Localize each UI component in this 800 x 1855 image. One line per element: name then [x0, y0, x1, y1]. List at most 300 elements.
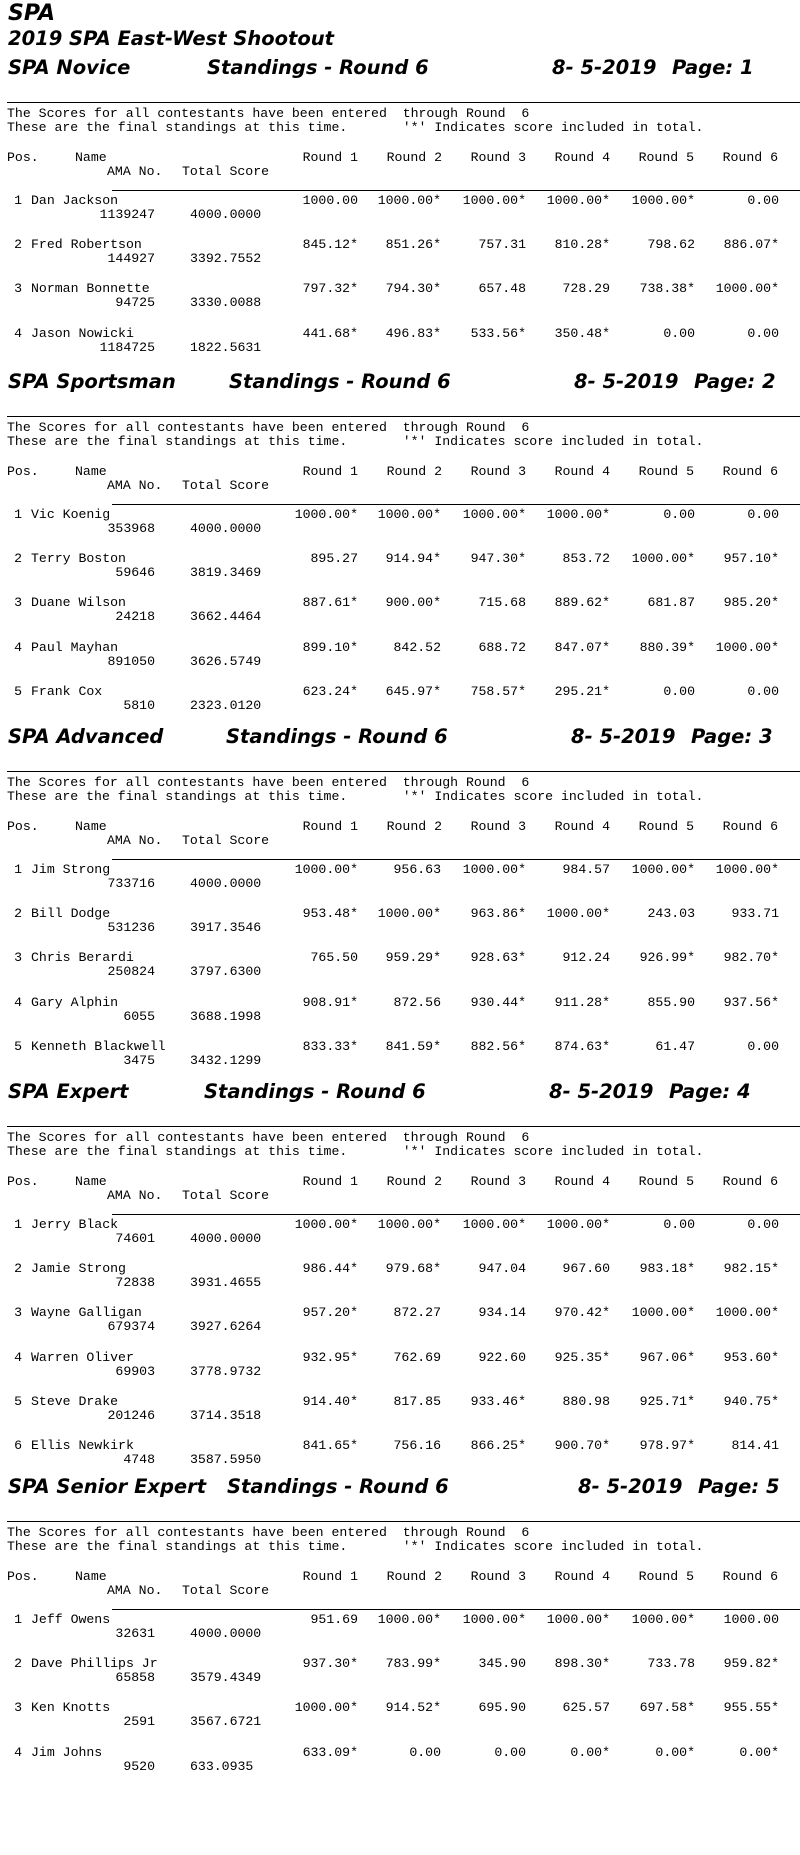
score-cell: 794.30*	[385, 281, 441, 297]
score-cell: 0.00	[409, 1744, 441, 1760]
notice-line: The Scores for all contestants have been entered through Round 6	[7, 420, 530, 435]
score-cell: 0.00	[747, 1217, 779, 1232]
score-cell: 842.52	[393, 639, 441, 655]
standings-title: Standings - Round 6	[227, 1475, 449, 1498]
score-cell: 533.56*	[470, 325, 526, 341]
header-total: Total Score	[182, 1583, 270, 1598]
ama-cell: 679374	[107, 1319, 155, 1335]
score-cell: 851.26*	[385, 237, 441, 253]
score-cell: 1000.00*	[377, 1217, 441, 1232]
header-name: Name	[75, 1174, 107, 1189]
score-cell: 866.25*	[470, 1438, 526, 1453]
header-name: Name	[75, 819, 107, 834]
notice-line: The Scores for all contestants have been entered through Round 6	[7, 106, 530, 121]
score-cell: 697.58*	[639, 1700, 695, 1716]
score-cell: 1000.00*	[546, 1217, 610, 1232]
score-cell: 0.00	[663, 507, 695, 522]
header-pos: Pos.	[7, 464, 39, 479]
header-total: Total Score	[182, 1188, 270, 1203]
header-rule	[112, 859, 800, 860]
ama-cell: 1139247	[99, 207, 155, 222]
total-cell: 4000.0000	[190, 1231, 262, 1246]
name-cell: Steve Drake	[31, 1393, 119, 1409]
score-cell: 872.56	[393, 994, 441, 1010]
header-round: Round 4	[554, 1569, 610, 1584]
header-round: Round 3	[470, 819, 526, 834]
score-cell: 0.00	[747, 325, 779, 341]
score-cell: 930.44*	[470, 994, 526, 1010]
score-cell: 845.12*	[302, 237, 358, 253]
position-cell: 1	[14, 507, 22, 522]
header-round: Round 5	[638, 464, 694, 479]
position-cell: 1	[14, 862, 22, 877]
score-cell: 1000.00*	[715, 862, 779, 877]
score-cell: 833.33*	[302, 1038, 358, 1054]
notice-line: The Scores for all contestants have been entered through Round 6	[7, 1130, 530, 1145]
name-cell: Dave Phillips Jr	[31, 1656, 158, 1672]
position-cell: 5	[14, 1393, 22, 1409]
class-title: SPA Advanced	[8, 725, 164, 748]
score-cell: 1000.00*	[377, 193, 441, 208]
total-cell: 3432.1299	[190, 1052, 262, 1068]
name-cell: Vic Koenig	[31, 507, 111, 522]
score-cell: 889.62*	[554, 595, 610, 611]
name-cell: Gary Alphin	[31, 994, 119, 1010]
name-cell: Jim Strong	[31, 862, 111, 877]
notice-line: These are the final standings at this time. '*' Indicates score included in total.	[7, 434, 704, 449]
ama-cell: 201246	[107, 1407, 155, 1423]
score-cell: 1000.00*	[631, 1305, 695, 1321]
total-cell: 3579.4349	[190, 1670, 262, 1686]
score-cell: 688.72	[478, 639, 526, 655]
header-round: Round 4	[554, 1174, 610, 1189]
section-rule	[7, 416, 800, 417]
score-cell: 855.90	[647, 994, 695, 1010]
score-cell: 1000.00*	[546, 1612, 610, 1627]
table-row	[0, 1395, 800, 1425]
name-cell: Jim Johns	[31, 1744, 103, 1760]
score-cell: 1000.00*	[715, 1305, 779, 1321]
ama-cell: 144927	[107, 251, 155, 267]
total-cell: 3688.1998	[190, 1008, 262, 1024]
header-pos: Pos.	[7, 1569, 39, 1584]
score-cell: 937.56*	[723, 994, 779, 1010]
score-cell: 1000.00*	[377, 1612, 441, 1627]
position-cell: 3	[14, 595, 22, 611]
score-cell: 887.61*	[302, 595, 358, 611]
score-cell: 645.97*	[385, 683, 441, 699]
header-pos: Pos.	[7, 1174, 39, 1189]
score-cell: 783.99*	[385, 1656, 441, 1672]
ama-cell: 3475	[123, 1052, 155, 1068]
score-cell: 817.85	[393, 1393, 441, 1409]
score-cell: 895.27	[310, 551, 358, 567]
page-number: Page: 1	[672, 56, 754, 79]
total-cell: 4000.0000	[190, 207, 262, 222]
score-cell: 715.68	[478, 595, 526, 611]
score-cell: 0.00*	[570, 1744, 610, 1760]
position-cell: 1	[14, 1217, 22, 1232]
name-cell: Fred Robertson	[31, 237, 142, 253]
report-date: 8- 5-2019	[552, 56, 657, 79]
header-round: Round 3	[470, 1569, 526, 1584]
score-cell: 681.87	[647, 595, 695, 611]
header-rule	[112, 1609, 800, 1610]
table-row	[0, 996, 800, 1026]
score-cell: 947.30*	[470, 551, 526, 567]
score-cell: 1000.00	[302, 193, 358, 208]
position-cell: 3	[14, 1305, 22, 1321]
score-cell: 951.69	[310, 1612, 358, 1627]
score-cell: 1000.00*	[715, 281, 779, 297]
name-cell: Terry Boston	[31, 551, 126, 567]
score-cell: 926.99*	[639, 950, 695, 966]
total-cell: 3587.5950	[190, 1452, 262, 1467]
header-ama: AMA No.	[107, 833, 163, 848]
ama-cell: 32631	[115, 1626, 155, 1641]
standings-title: Standings - Round 6	[204, 1080, 426, 1103]
table-row	[0, 1613, 800, 1643]
total-cell: 3662.4464	[190, 609, 262, 625]
score-cell: 1000.00*	[462, 507, 526, 522]
score-cell: 1000.00*	[631, 1612, 695, 1627]
total-cell: 3626.5749	[190, 653, 262, 669]
event-title: 2019 SPA East-West Shootout	[8, 27, 334, 50]
total-cell: 3714.3518	[190, 1407, 262, 1423]
score-cell: 953.60*	[723, 1349, 779, 1365]
score-cell: 1000.00*	[546, 507, 610, 522]
score-cell: 350.48*	[554, 325, 610, 341]
table-row	[0, 1262, 800, 1292]
notice-line: These are the final standings at this time. '*' Indicates score included in total.	[7, 789, 704, 804]
header-round: Round 2	[386, 464, 442, 479]
total-cell: 4000.0000	[190, 1626, 262, 1641]
score-cell: 0.00	[747, 507, 779, 522]
table-row	[0, 238, 800, 268]
header-ama: AMA No.	[107, 478, 163, 493]
score-cell: 1000.00*	[294, 1700, 358, 1716]
table-row	[0, 951, 800, 981]
name-cell: Warren Oliver	[31, 1349, 134, 1365]
section-rule	[7, 102, 800, 103]
position-cell: 1	[14, 1612, 22, 1627]
score-cell: 1000.00*	[631, 193, 695, 208]
ama-cell: 94725	[115, 295, 155, 311]
name-cell: Ellis Newkirk	[31, 1438, 134, 1453]
header-rule	[112, 504, 800, 505]
table-row	[0, 552, 800, 582]
page-number: Page: 3	[691, 725, 773, 748]
ama-cell: 74601	[115, 1231, 155, 1246]
score-cell: 0.00	[663, 1217, 695, 1232]
table-row	[0, 1351, 800, 1381]
header-total: Total Score	[182, 478, 270, 493]
score-cell: 959.29*	[385, 950, 441, 966]
standings-title: Standings - Round 6	[207, 56, 429, 79]
header-round: Round 2	[386, 819, 442, 834]
total-cell: 3819.3469	[190, 565, 262, 581]
ama-cell: 5810	[123, 697, 155, 713]
table-row	[0, 685, 800, 715]
report-date: 8- 5-2019	[571, 725, 676, 748]
position-cell: 5	[14, 1038, 22, 1054]
header-round: Round 2	[386, 1174, 442, 1189]
score-cell: 947.04	[478, 1261, 526, 1277]
score-cell: 1000.00*	[546, 193, 610, 208]
header-round: Round 3	[470, 464, 526, 479]
score-cell: 912.24	[562, 950, 610, 966]
standings-section	[0, 370, 800, 750]
notice-line: These are the final standings at this time. '*' Indicates score included in total.	[7, 120, 704, 135]
total-cell: 3567.6721	[190, 1714, 262, 1730]
table-row	[0, 1040, 800, 1070]
score-cell: 953.48*	[302, 906, 358, 922]
position-cell: 3	[14, 1700, 22, 1716]
score-cell: 933.46*	[470, 1393, 526, 1409]
score-cell: 957.10*	[723, 551, 779, 567]
header-round: Round 1	[302, 819, 358, 834]
score-cell: 1000.00*	[462, 1217, 526, 1232]
ama-cell: 69903	[115, 1363, 155, 1379]
score-cell: 983.18*	[639, 1261, 695, 1277]
header-round: Round 1	[302, 1569, 358, 1584]
position-cell: 4	[14, 325, 22, 341]
table-row	[0, 327, 800, 357]
header-round: Round 1	[302, 464, 358, 479]
header-round: Round 4	[554, 150, 610, 165]
header-round: Round 5	[638, 1569, 694, 1584]
position-cell: 3	[14, 950, 22, 966]
score-cell: 0.00	[747, 1038, 779, 1054]
score-cell: 623.24*	[302, 683, 358, 699]
header-ama: AMA No.	[107, 1583, 163, 1598]
name-cell: Duane Wilson	[31, 595, 126, 611]
score-cell: 0.00*	[655, 1744, 695, 1760]
score-cell: 758.57*	[470, 683, 526, 699]
score-cell: 986.44*	[302, 1261, 358, 1277]
score-cell: 0.00	[663, 683, 695, 699]
score-cell: 1000.00*	[294, 507, 358, 522]
table-row	[0, 1439, 800, 1469]
score-cell: 979.68*	[385, 1261, 441, 1277]
score-cell: 797.32*	[302, 281, 358, 297]
class-title: SPA Expert	[8, 1080, 129, 1103]
score-cell: 1000.00*	[462, 193, 526, 208]
ama-cell: 65858	[115, 1670, 155, 1686]
score-cell: 733.78	[647, 1656, 695, 1672]
total-cell: 4000.0000	[190, 521, 262, 536]
score-cell: 728.29	[562, 281, 610, 297]
header-round: Round 1	[302, 150, 358, 165]
page-number: Page: 4	[669, 1080, 751, 1103]
score-cell: 757.31	[478, 237, 526, 253]
score-cell: 880.39*	[639, 639, 695, 655]
score-cell: 1000.00*	[462, 862, 526, 877]
name-cell: Jamie Strong	[31, 1261, 126, 1277]
score-cell: 295.21*	[554, 683, 610, 699]
name-cell: Paul Mayhan	[31, 639, 119, 655]
score-cell: 1000.00*	[377, 906, 441, 922]
standings-title: Standings - Round 6	[226, 725, 448, 748]
score-cell: 982.15*	[723, 1261, 779, 1277]
header-total: Total Score	[182, 164, 270, 179]
score-cell: 0.00	[747, 683, 779, 699]
score-cell: 882.56*	[470, 1038, 526, 1054]
score-cell: 957.20*	[302, 1305, 358, 1321]
score-cell: 345.90	[478, 1656, 526, 1672]
ama-cell: 9520	[123, 1758, 155, 1774]
score-cell: 900.70*	[554, 1438, 610, 1453]
header-round: Round 5	[638, 819, 694, 834]
score-cell: 762.69	[393, 1349, 441, 1365]
score-cell: 61.47	[655, 1038, 695, 1054]
ama-cell: 6055	[123, 1008, 155, 1024]
standings-title: Standings - Round 6	[229, 370, 451, 393]
name-cell: Jerry Black	[31, 1217, 119, 1232]
position-cell: 2	[14, 1261, 22, 1277]
total-cell: 3917.3546	[190, 920, 262, 936]
header-round: Round 4	[554, 819, 610, 834]
score-cell: 243.03	[647, 906, 695, 922]
header-name: Name	[75, 150, 107, 165]
report-date: 8- 5-2019	[549, 1080, 654, 1103]
score-cell: 1000.00*	[294, 1217, 358, 1232]
header-ama: AMA No.	[107, 164, 163, 179]
score-cell: 1000.00*	[715, 639, 779, 655]
table-row	[0, 282, 800, 312]
ama-cell: 250824	[107, 964, 155, 980]
score-cell: 738.38*	[639, 281, 695, 297]
standings-section	[0, 725, 800, 1105]
header-round: Round 2	[386, 1569, 442, 1584]
score-cell: 963.86*	[470, 906, 526, 922]
name-cell: Ken Knotts	[31, 1700, 111, 1716]
name-cell: Kenneth Blackwell	[31, 1038, 166, 1054]
header-round: Round 6	[722, 464, 778, 479]
table-row	[0, 1218, 800, 1248]
score-cell: 1000.00*	[377, 507, 441, 522]
score-cell: 959.82*	[723, 1656, 779, 1672]
position-cell: 4	[14, 639, 22, 655]
standings-section	[0, 1080, 800, 1467]
header-round: Round 2	[386, 150, 442, 165]
table-row	[0, 1306, 800, 1336]
score-cell: 914.40*	[302, 1393, 358, 1409]
total-cell: 2323.0120	[190, 697, 262, 713]
score-cell: 1000.00	[723, 1612, 779, 1627]
score-cell: 1000.00*	[294, 862, 358, 877]
name-cell: Jeff Owens	[31, 1612, 111, 1627]
table-row	[0, 641, 800, 671]
table-row	[0, 1701, 800, 1731]
header-round: Round 3	[470, 1174, 526, 1189]
org-title: SPA	[8, 1, 55, 26]
score-cell: 900.00*	[385, 595, 441, 611]
header-round: Round 3	[470, 150, 526, 165]
notice-line: The Scores for all contestants have been entered through Round 6	[7, 1525, 530, 1540]
score-cell: 914.94*	[385, 551, 441, 567]
score-cell: 925.35*	[554, 1349, 610, 1365]
score-cell: 914.52*	[385, 1700, 441, 1716]
header-round: Round 6	[722, 1174, 778, 1189]
report-date: 8- 5-2019	[578, 1475, 683, 1498]
total-cell: 1822.5631	[190, 339, 262, 355]
score-cell: 441.68*	[302, 325, 358, 341]
score-cell: 985.20*	[723, 595, 779, 611]
score-cell: 1000.00*	[462, 1612, 526, 1627]
score-cell: 814.41	[731, 1438, 779, 1453]
ama-cell: 24218	[115, 609, 155, 625]
score-cell: 847.07*	[554, 639, 610, 655]
score-cell: 798.62	[647, 237, 695, 253]
score-cell: 956.63	[393, 862, 441, 877]
position-cell: 2	[14, 906, 22, 922]
score-cell: 925.71*	[639, 1393, 695, 1409]
score-cell: 1000.00*	[631, 862, 695, 877]
notice-line: These are the final standings at this time. '*' Indicates score included in total.	[7, 1144, 704, 1159]
section-rule	[7, 771, 800, 772]
header-name: Name	[75, 1569, 107, 1584]
total-cell: 3927.6264	[190, 1319, 262, 1335]
total-cell: 3778.9732	[190, 1363, 262, 1379]
position-cell: 2	[14, 551, 22, 567]
page-number: Page: 5	[698, 1475, 780, 1498]
total-cell: 3931.4655	[190, 1275, 262, 1291]
total-cell: 4000.0000	[190, 876, 262, 891]
score-cell: 1000.00*	[546, 906, 610, 922]
header-rule	[112, 190, 800, 191]
score-cell: 1000.00*	[631, 551, 695, 567]
position-cell: 2	[14, 1656, 22, 1672]
score-cell: 853.72	[562, 551, 610, 567]
score-cell: 934.14	[478, 1305, 526, 1321]
section-rule	[7, 1521, 800, 1522]
total-cell: 633.0935	[190, 1758, 254, 1774]
total-cell: 3797.6300	[190, 964, 262, 980]
header-ama: AMA No.	[107, 1188, 163, 1203]
header-total: Total Score	[182, 833, 270, 848]
score-cell: 940.75*	[723, 1393, 779, 1409]
header-pos: Pos.	[7, 150, 39, 165]
header-round: Round 6	[722, 150, 778, 165]
header-round: Round 5	[638, 1174, 694, 1189]
score-cell: 872.27	[393, 1305, 441, 1321]
score-cell: 625.57	[562, 1700, 610, 1716]
header-round: Round 4	[554, 464, 610, 479]
class-title: SPA Novice	[8, 56, 131, 79]
score-cell: 984.57	[562, 862, 610, 877]
score-cell: 978.97*	[639, 1438, 695, 1453]
name-cell: Jason Nowicki	[31, 325, 134, 341]
score-cell: 922.60	[478, 1349, 526, 1365]
ama-cell: 72838	[115, 1275, 155, 1291]
score-cell: 970.42*	[554, 1305, 610, 1321]
table-row	[0, 863, 800, 893]
total-cell: 3392.7552	[190, 251, 262, 267]
score-cell: 633.09*	[302, 1744, 358, 1760]
position-cell: 3	[14, 281, 22, 297]
table-row	[0, 1746, 800, 1776]
section-rule	[7, 1126, 800, 1127]
score-cell: 982.70*	[723, 950, 779, 966]
score-cell: 874.63*	[554, 1038, 610, 1054]
score-cell: 0.00	[663, 325, 695, 341]
score-cell: 932.95*	[302, 1349, 358, 1365]
score-cell: 0.00*	[739, 1744, 779, 1760]
score-cell: 967.60	[562, 1261, 610, 1277]
position-cell: 4	[14, 994, 22, 1010]
class-title: SPA Sportsman	[8, 370, 176, 393]
